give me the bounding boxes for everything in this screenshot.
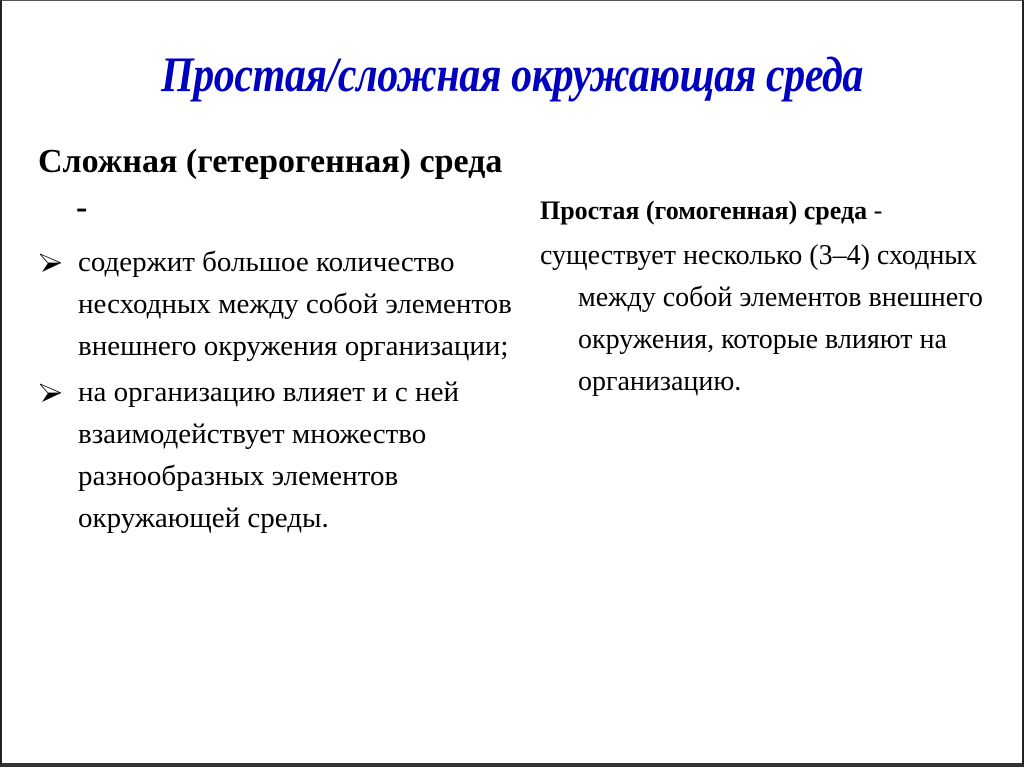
bullet-text: содержит большое количество несходных между собой элементов внешнего окружения организации; xyxy=(78,246,512,362)
simple-environment-heading-text: Простая (гомогенная) среда xyxy=(540,196,868,225)
arrowhead-bullet-icon xyxy=(40,253,62,273)
bullet-item xyxy=(38,241,518,367)
heading-dash: - xyxy=(867,196,883,225)
complex-environment-heading: Сложная (гетерогенная) среда - xyxy=(38,143,503,226)
arrowhead-bullet-icon xyxy=(40,383,62,403)
simple-environment-heading xyxy=(540,193,1000,229)
bullet-item xyxy=(38,371,518,539)
bullet-text: на организацию влияет и с ней взаимодействует множество разнообразных элементов окружающей среды. xyxy=(78,376,459,534)
simple-environment-text: существует несколько (3–4) сходных между собой элементов внешнего окружения, которые влияют на организацию. xyxy=(540,240,983,397)
complex-environment-bullets xyxy=(38,241,518,539)
simple-environment-column xyxy=(540,193,1000,403)
complex-environment-column xyxy=(38,139,518,543)
slide-title: Простая/сложная окружающая среда xyxy=(160,46,864,102)
